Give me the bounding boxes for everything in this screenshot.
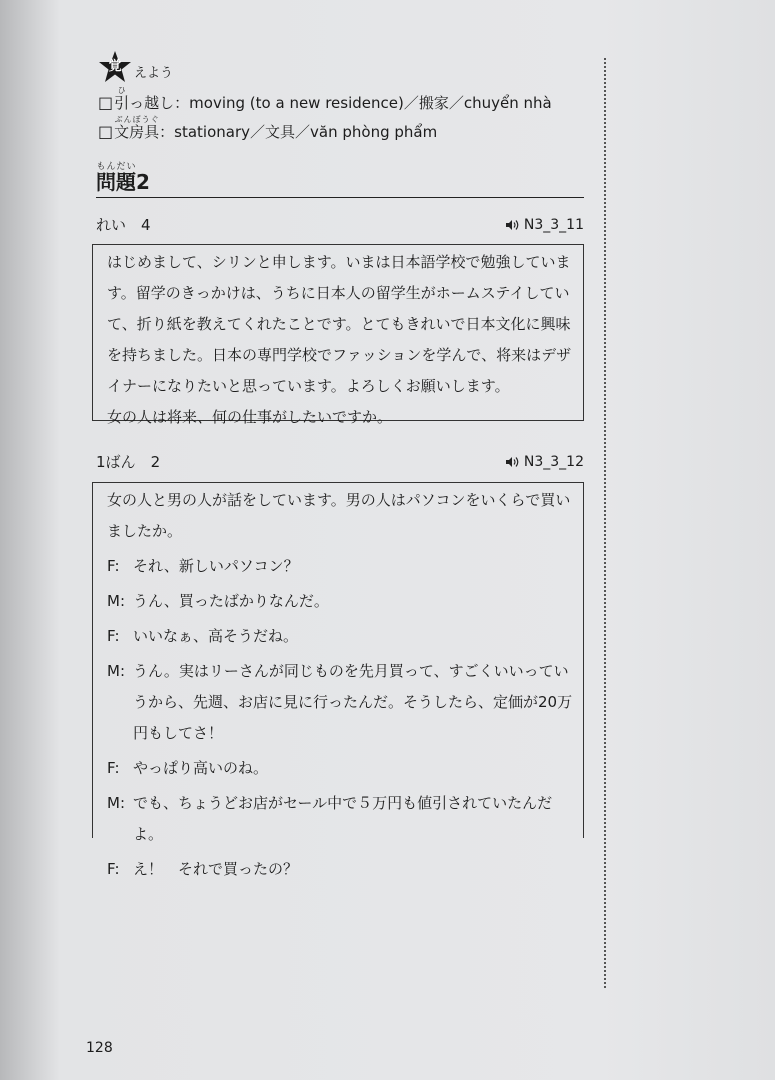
dialog-text: それ、新しいパソコン？: [133, 557, 299, 575]
question-1-label: 1ばん: [96, 453, 136, 471]
dialog-line: [107, 854, 573, 885]
speaker-label: F:: [107, 759, 120, 777]
dialog-text: うん。実はリーさんが同じものを先月買って、すごくいいっていうから、先週、お店に見に行ったんだ。そうしたら、定価が20万円もしてさ！: [133, 662, 573, 742]
audio-track: [506, 214, 584, 235]
checkbox-icon: □: [98, 122, 114, 141]
dialog-text: やっぱり高いのね。: [133, 759, 269, 777]
example-answer: 4: [141, 216, 151, 234]
section-title: 問題もんだい2: [96, 162, 584, 198]
dialog-line: [107, 788, 573, 850]
speaker-icon: [506, 456, 520, 468]
dialog-line: [107, 656, 573, 749]
vocab-item: □文房具ぶんぼうぐ：stationary／文具／văn phòng phẩm: [98, 115, 438, 141]
example-passage: はじめまして、シリンと申します。いまは日本語学校で勉強しています。留学のきっかけは、うちに日本人の留学生がホームステイしていて、折り紙を教えてくれたことです。とてもきれいで日本文化に興味を持ちました。日本の専門学校でファッションを学んで、将来はデザイナーになりたいと思っています。よろしくお願いします。: [107, 253, 572, 395]
vocab-item: □引ひっ越し：moving (to a new residence)／搬家／chuyển nhà: [98, 86, 552, 112]
speaker-label: F:: [107, 557, 120, 575]
vocab-meaning: stationary／文具／văn phòng phẩm: [174, 123, 438, 141]
dialog-line: [107, 551, 573, 582]
question-1-box: [92, 482, 584, 878]
speaker-label: M:: [107, 662, 125, 680]
audio-track: [506, 451, 584, 472]
dialog-text: でも、ちょうどお店がセール中で５万円も値引されていたんだよ。: [133, 794, 553, 843]
vocab-heading-kanji: 覚: [108, 59, 122, 74]
speaker-icon: [506, 219, 520, 231]
example-header: [96, 214, 584, 235]
dialog-line: [107, 586, 573, 617]
example-box: [92, 244, 584, 426]
question-1-answer: 2: [150, 453, 161, 471]
dialog-line: [107, 753, 573, 784]
question-1-intro: 女の人と男の人が話をしています。男の人はパソコンをいくらで買いましたか。: [107, 491, 571, 540]
speaker-label: M:: [107, 794, 125, 812]
speaker-label: M:: [107, 592, 125, 610]
dialog-line: [107, 621, 573, 652]
vocab-heading-text: えよう: [134, 65, 174, 81]
speaker-label: F:: [107, 860, 120, 878]
audio-track-id: N3_3_11: [523, 216, 584, 233]
page-number: 128: [86, 1040, 113, 1056]
question-1-header: [96, 451, 584, 472]
dialog-text: え！ それで買ったの？: [133, 860, 299, 878]
checkbox-icon: □: [98, 93, 114, 112]
speaker-label: F:: [107, 627, 120, 645]
vocab-meaning: moving (to a new residence)／搬家／chuyển nhà: [189, 94, 552, 112]
vocab-section: [98, 48, 552, 144]
dialog-text: うん、買ったばかりなんだ。: [133, 592, 329, 610]
example-label: れい: [96, 216, 127, 234]
star-icon: [98, 50, 132, 84]
dotted-divider: [604, 58, 606, 988]
dialog-text: いいなぁ、高そうだね。: [133, 627, 299, 645]
vocab-heading: [98, 48, 552, 86]
example-question: 女の人は将来、何の仕事がしたいですか。: [107, 408, 393, 426]
audio-track-id: N3_3_12: [523, 453, 584, 470]
